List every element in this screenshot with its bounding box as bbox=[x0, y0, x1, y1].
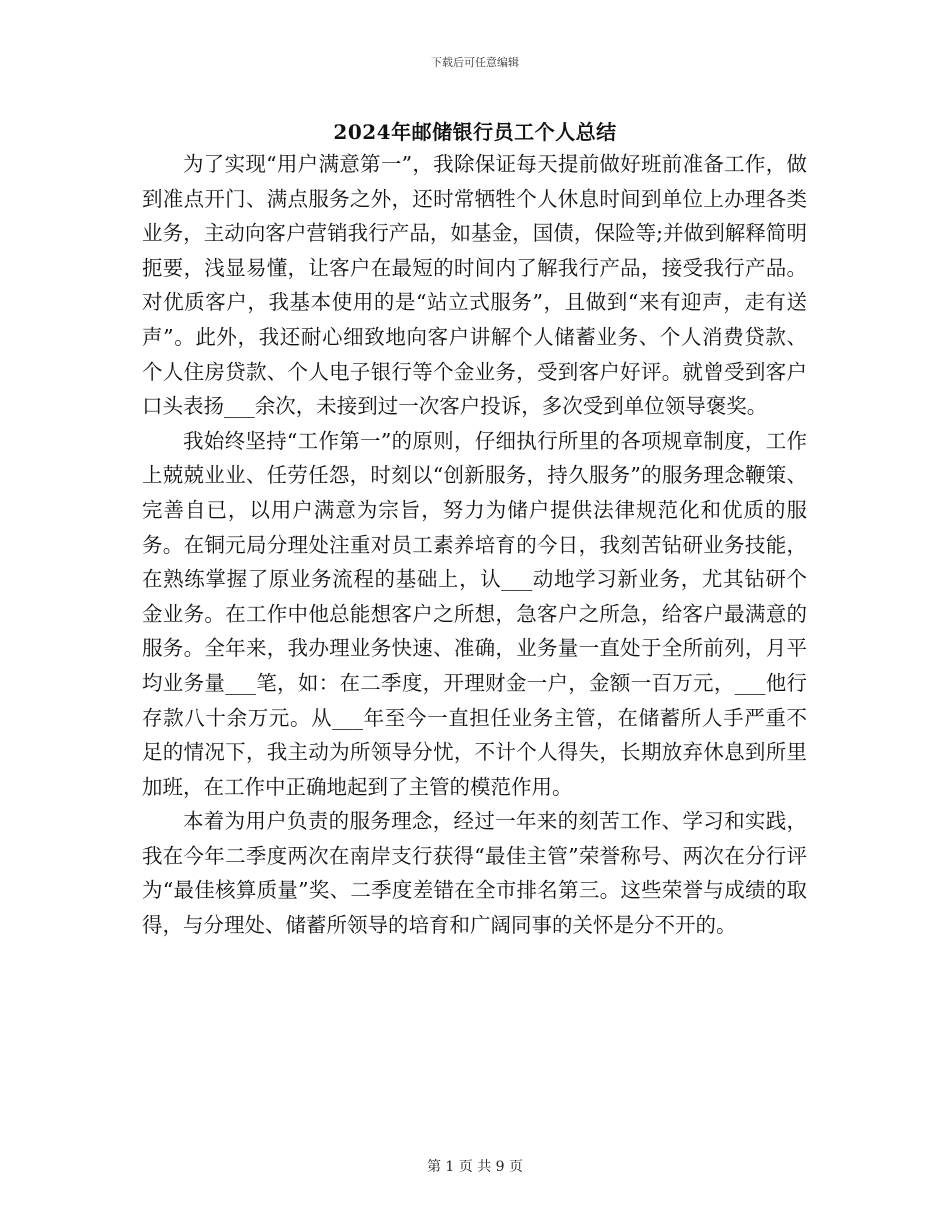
document-title: 2024年邮储银行员工个人总结 bbox=[333, 120, 617, 144]
page-number: 第 1 页 共 9 页 bbox=[426, 1159, 524, 1175]
paragraph-1: 为了实现“用户满意第一”，我除保证每天提前做好班前准备工作，做到准点开门、满点服务之外，还时常牺牲个人休息时间到单位上办理各类业务，主动向客户营销我行产品，如基金，国债，保险等;并做到解释简明扼要，浅显易懂，让客户在最短的时间内了解我行产品，接受我行产品。对优质客户，我基本使用的是“站立式服务”，且做到“来有迎声，走有送声”。此外，我还耐心细致地向客户讲解个人储蓄业务、个人消费贷款、个人住房贷款、个人电子银行等个金业务，受到客户好评。就曾受到客户口头表扬___余次，未接到过一次客户投诉，多次受到单位领导褒奖。 bbox=[142, 152, 807, 419]
paragraph-2: 我始终坚持“工作第一”的原则，仔细执行所里的各项规章制度，工作上兢兢业业、任劳任怨，时刻以“创新服务，持久服务”的服务理念鞭策、完善自已，以用户满意为宗旨，努力为储户提供法律规范化和优质的服务。在铜元局分理处注重对员工素养培育的今日，我刻苦钻研业务技能，在熟练掌握了原业务流程的基础上，认___动地学习新业务，尤其钻研个金业务。在工作中他总能想客户之所想，急客户之所急，给客户最满意的服务。全年来，我办理业务快速、准确，业务量一直处于全所前列，月平均业务量___笔，如：在二季度，开理财金一户，金额一百万元，___他行存款八十余万元。从___年至今一直担任业务主管，在储蓄所人手严重不足的情况下，我主动为所领导分忧，不计个人得失，长期放弃休息到所里加班，在工作中正确地起到了主管的模范作用。 bbox=[142, 428, 807, 799]
document-body bbox=[142, 147, 807, 943]
page-header-note: 下载后可任意编辑 bbox=[431, 56, 519, 69]
paragraph-3: 本着为用户负责的服务理念，经过一年来的刻苦工作、学习和实践，我在今年二季度两次在南岸支行获得“最佳主管”荣誉称号、两次在分行评为“最佳核算质量”奖、二季度差错在全市排名第三。这些荣誉与成绩的取得，与分理处、储蓄所领导的培育和广阔同事的关怀是分不开的。 bbox=[142, 809, 807, 938]
